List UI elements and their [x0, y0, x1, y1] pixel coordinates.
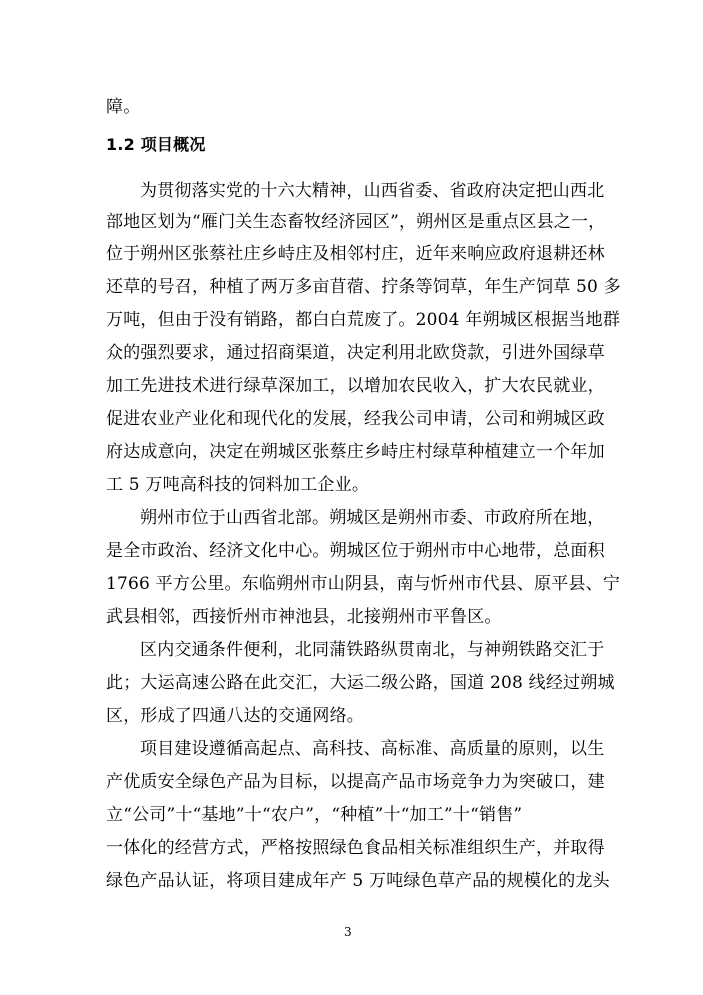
paragraph-line: 立“公司”十“基地”十“农户”，“种植”十“加工”十“销售” [106, 805, 523, 825]
paragraph-line: 众的强烈要求，通过招商渠道，决定利用北欧贷款，引进外国绿草 [106, 343, 605, 363]
paragraph-line: 区，形成了四通八达的交通网络。 [106, 706, 364, 726]
paragraph-line: 项目建设遵循高起点、高科技、高标准、高质量的原则，以生 [140, 739, 605, 759]
paragraph-line: 为贯彻落实党的十六大精神，山西省委、省政府决定把山西北 [140, 181, 605, 201]
paragraph-line: 区内交通条件便利，北同蒲铁路纵贯南北，与神朔铁路交汇于 [140, 640, 605, 660]
paragraph-line: 促进农业产业化和现代化的发展，经我公司申请，公司和朔城区政 [106, 409, 605, 429]
paragraph-line: 绿色产品认证，将项目建成年产 5 万吨绿色草产品的规模化的龙头 [106, 871, 610, 891]
paragraph-line: 工 5 万吨高科技的饲料加工企业。 [106, 475, 370, 495]
page-number: 3 [344, 925, 352, 939]
section-heading: 1.2 项目概况 [106, 135, 206, 154]
paragraph-line: 朔州市位于山西省北部。朔城区是朔州市委、市政府所在地， [140, 508, 605, 528]
paragraph-line: 加工先进技术进行绿草深加工，以增加农民收入，扩大农民就业， [106, 376, 605, 396]
paragraph-line: 是全市政治、经济文化中心。朔城区位于朔州市中心地带，总面积 [106, 541, 605, 561]
paragraph-line: 产优质安全绿色产品为目标，以提高产品市场竞争力为突破口，建 [106, 772, 605, 792]
paragraph-line: 还草的号召，种植了两万多亩苜蓿、拧条等饲草，年生产饲草 50 多 [106, 277, 621, 297]
paragraph-line: 此；大运高速公路在此交汇，大运二级公路，国道 208 线经过朔城 [106, 673, 615, 693]
paragraph-line: 一体化的经营方式，严格按照绿色食品相关标准组织生产，并取得 [106, 838, 605, 858]
continuation-text: 障。 [106, 97, 141, 117]
paragraph-line: 万吨，但由于没有销路，都白白荒废了。2004 年朔城区根据当地群 [106, 310, 621, 330]
paragraph-line: 部地区划为“雁门关生态畜牧经济园区”，朔州区是重点区县之一， [106, 212, 606, 232]
paragraph-line: 1766 平方公里。东临朔州市山阴县，南与忻州市代县、原平县、宁 [106, 574, 621, 594]
paragraph-line: 府达成意向，决定在朔城区张蔡庄乡峙庄村绿草种植建立一个年加 [106, 442, 605, 462]
paragraph-line: 位于朔州区张蔡社庄乡峙庄及相邻村庄，近年来响应政府退耕还林 [106, 244, 605, 264]
paragraph-line: 武县相邻，西接忻州市神池县，北接朔州市平鲁区。 [106, 607, 502, 627]
